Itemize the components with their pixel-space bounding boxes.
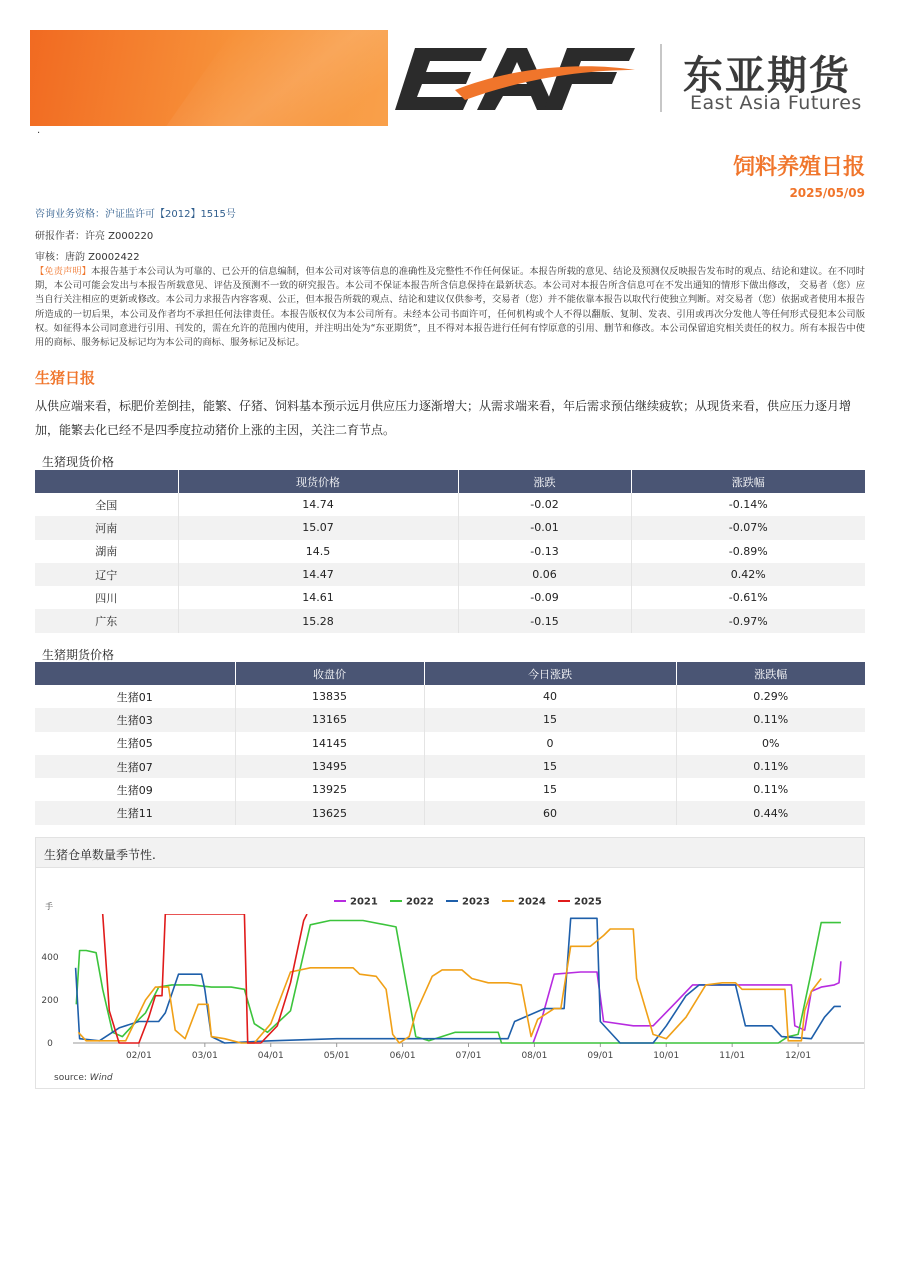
table-cell: 广东 [35,609,178,632]
table-cell: -0.13 [458,540,631,563]
report-date: 2025/05/09 [789,186,865,200]
column-header [35,470,178,493]
license-info: 咨询业务资格：沪证监许可【2012】1515号 [35,209,236,220]
table-cell: 13625 [235,801,424,824]
banner-sheen [166,30,388,126]
table-row [35,540,865,563]
table-cell: 生猪09 [35,778,235,801]
source-label: source: [54,1073,87,1083]
table-cell: 40 [424,685,676,708]
table-cell: -0.14% [728,498,768,512]
eaf-logo-mark [395,44,640,114]
header-banner [30,30,388,126]
reviewer-info: 审核：唐韵 Z0002422 [35,252,140,263]
x-tick-label: 03/01 [191,1051,218,1061]
column-header [35,662,235,685]
table-cell: 14145 [235,732,424,755]
series-line-2024 [78,929,821,1043]
table-cell: 河南 [35,516,178,539]
futures-table-caption: 生猪期货价格 [42,648,115,662]
table-row [35,755,865,778]
market-summary: 从供应端来看，标肥价差倒挂，能繁、仔猪、饲料基本预示远月供应压力逐渐增大；从需求端来看，年后需求预估继续疲软；从现货来看，供应压力逐月增加，能繁去化已经不是四季度拉动猪价上涨的主因，关注二育节点。 [35,399,852,437]
table-cell: 15.07 [178,516,458,539]
table-cell: 生猪11 [35,801,235,824]
table-cell: -0.07% [631,516,865,539]
table-cell: 13495 [235,755,424,778]
report-title: 饲料养殖日报 [732,155,865,180]
disclaimer-tag: 【免责声明】 [35,266,91,277]
chart-plot [36,869,864,1074]
x-tick-label: 04/01 [257,1051,284,1061]
y-tick-label: 400 [41,953,59,963]
y-tick-label: 0 [47,1039,53,1049]
series-line-2021 [533,961,841,1043]
table-cell: 14.61 [178,586,458,609]
chart-header [36,838,864,868]
table-cell: 全国 [35,493,178,516]
table-row [35,732,865,755]
x-tick-label: 05/01 [323,1051,350,1061]
source-name: Wind [89,1073,113,1083]
y-axis-unit: 手 [45,902,53,911]
company-name-en: East Asia Futures [690,92,862,114]
company-name-cn: 东亚期货 [683,53,851,99]
table-row [35,586,865,609]
table-cell: 15 [424,778,676,801]
table-row [35,563,865,586]
table-cell: 15 [424,755,676,778]
table-cell: 15 [424,708,676,731]
x-tick-label: 09/01 [587,1051,614,1061]
x-tick-label: 10/01 [653,1051,680,1061]
header-dot: · [37,128,41,139]
table-cell: -0.02 [458,493,631,516]
table-row [35,778,865,801]
column-header: 涨跌幅 [631,470,865,493]
table-row [35,493,865,516]
spot-price-table [35,470,865,633]
legend-label-2025: 2025 [574,896,602,908]
table-cell: -0.89% [728,544,768,558]
table-cell: 生猪05 [35,732,235,755]
table-row [35,801,865,824]
table-cell: -0.09 [458,586,631,609]
legend-label-2023: 2023 [462,896,490,908]
chart-source [54,1073,113,1083]
column-header: 收盘价 [235,662,424,685]
table-cell: 14.5 [178,540,458,563]
table-cell: 0% [762,736,780,750]
disclaimer [35,265,865,350]
table-cell: 四川 [35,586,178,609]
y-tick-label: 200 [41,996,59,1006]
spot-table-caption: 生猪现货价格 [42,455,115,469]
table-cell: 0 [424,732,676,755]
table-cell: 0.11% [676,755,865,778]
table-row [35,516,865,539]
table-cell: 14.74 [178,493,458,516]
table-cell: 15.28 [178,609,458,632]
table-cell: 生猪07 [35,755,235,778]
table-cell: 生猪01 [35,685,235,708]
table-cell: 0.44% [676,801,865,824]
table-cell: 60 [424,801,676,824]
table-cell: 0.06 [458,563,631,586]
table-row [35,685,865,708]
legend-label-2024: 2024 [518,896,546,908]
table-row [35,609,865,632]
warehouse-receipt-chart [35,837,865,1089]
x-tick-label: 06/01 [389,1051,416,1061]
author-info: 研报作者：许亮 Z000220 [35,231,154,242]
table-cell: 辽宁 [35,563,178,586]
table-cell: 生猪03 [35,708,235,731]
disclaimer-text: 本报告基于本公司认为可靠的、已公开的信息编制，但本公司对该等信息的准确性及完整性不作任何保证。本报告所载的意见、结论及预测仅反映报告发布时的观点、结论和建议。在不同时期，本公司可能会发出与本报告所载意见、评估及预测不一致的研究报告。本公司不保证本报告所含信息保持在最新状态。本公司对本报告所含信息可在不发出通知的情形下做出修改， 交易者（您）应当自行关注相应的更新或修改。本公司力求报告内容客观、公正，但本报告所载的观点、结论和建议仅供参考，交易者（您）并不能依靠本报告以取代行使独立判断。对交易者（您）依据或者使用本报告所造成的一切后果，本公司及作者均不承担任何法律责任。本报告版权仅为本公司所有。未经本公司书面许可，任何机构或个人不得以翻版、复制、发表、引用或再次分发他人等任何形式侵犯本公司版权。如征得本公司同意进行引用、刊发的，需在允许的范围内使用，并注明出处为“东亚期货”，且不得对本报告进行任何有悖原意的引用、删节和修改。本公司保留追究相关责任的权力。所有本报告中使用的商标、服务标记及标记均为本公司的商标、服务标记及标记。 [35,266,865,349]
column-header: 涨跌 [458,470,631,493]
x-tick-label: 02/01 [125,1051,152,1061]
x-tick-label: 11/01 [719,1051,746,1061]
logo-divider [660,44,662,112]
table-cell: 13835 [235,685,424,708]
table-row [35,708,865,731]
x-tick-label: 12/01 [785,1051,812,1061]
table-cell: -0.61% [728,591,768,605]
table-cell: 湖南 [35,540,178,563]
x-tick-label: 07/01 [455,1051,482,1061]
table-cell: -0.15 [458,609,631,632]
column-header: 涨跌幅 [676,662,865,685]
section-heading: 生猪日报 [35,369,96,387]
table-cell: -0.97% [631,609,865,632]
table-cell: 0.11% [753,783,789,797]
x-tick-label: 08/01 [521,1051,548,1061]
table-cell: 13925 [235,778,424,801]
chart-title: 生猪仓单数量季节性. [44,848,156,862]
table-cell: 14.47 [178,563,458,586]
legend-label-2021: 2021 [350,896,378,908]
legend-label-2022: 2022 [406,896,434,908]
column-header: 今日涨跌 [424,662,676,685]
table-cell: 0.42% [631,563,865,586]
table-cell: 0.11% [676,708,865,731]
table-header-row [35,662,865,685]
table-cell: 13165 [235,708,424,731]
table-cell: 0.29% [753,690,789,704]
column-header: 现货价格 [178,470,458,493]
futures-price-table [35,662,865,825]
table-cell: -0.01 [458,516,631,539]
table-header-row [35,470,865,493]
